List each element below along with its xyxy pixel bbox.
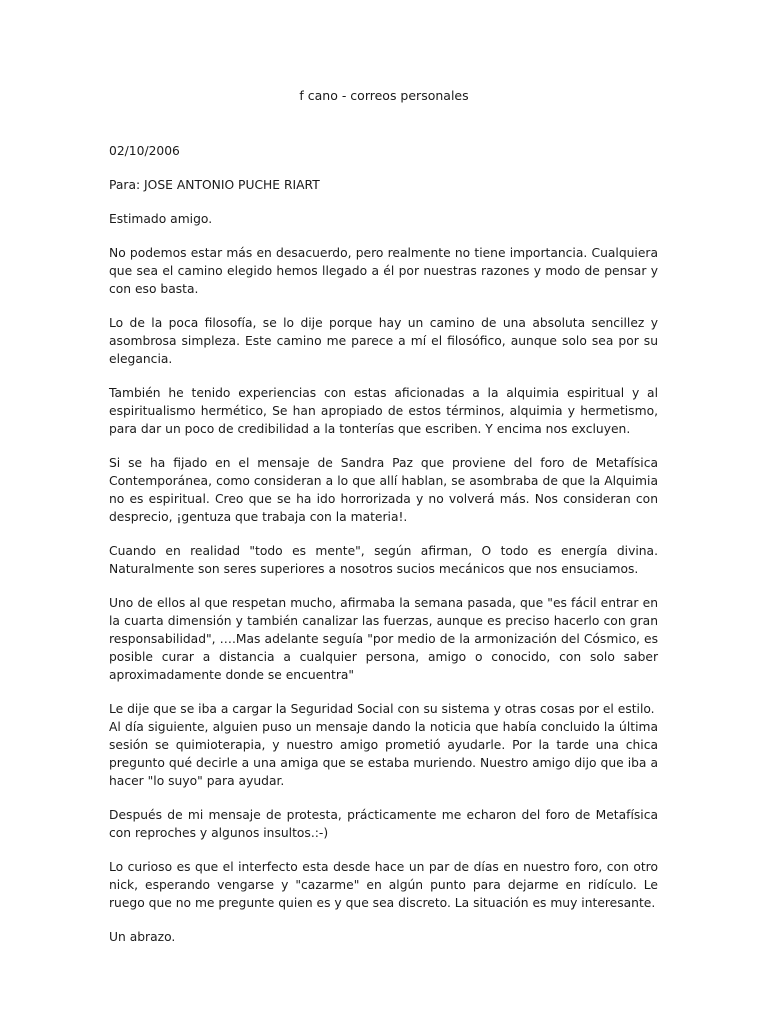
letter-body bbox=[109, 142, 658, 962]
paragraph: También he tenido experiencias con estas aficionadas a la alquimia espiritual y al espiritualismo hermético, Se han apropiado de estos términos, alquimia y hermetismo, para dar un poco de credibilidad a la tonterías que escriben. Y encima nos excluyen. bbox=[109, 386, 658, 436]
paragraph: Uno de ellos al que respetan mucho, afirmaba la semana pasada, que "es fácil entrar en la cuarta dimensión y también canalizar las fuerzas, aunque es preciso hacerlo con gran responsabilidad", ….Mas adelante seguía "por medio de la armonización del Cósmico, es posible curar a distancia a cualquier persona, amigo o conocido, con solo saber aproximadamente donde se encuentra" bbox=[109, 596, 658, 682]
paragraph: Lo curioso es que el interfecto esta desde hace un par de días en nuestro foro, con otro nick, esperando vengarse y "cazarme" en algún punto para dejarme en ridículo. Le ruego que no me pregunte quien es y que sea discreto. La situación es muy interesante. bbox=[109, 860, 658, 910]
paragraph: No podemos estar más en desacuerdo, pero realmente no tiene importancia. Cualquiera que sea el camino elegido hemos llegado a él por nuestras razones y modo de pensar y con eso basta. bbox=[109, 246, 658, 296]
paragraph: Lo de la poca filosofía, se lo dije porque hay un camino de una absoluta sencillez y asombrosa simpleza. Este camino me parece a mí el filosófico, aunque solo sea por su elegancia. bbox=[109, 316, 658, 366]
paragraph: Cuando en realidad "todo es mente", según afirman, O todo es energía divina. Naturalmente son seres superiores a nosotros sucios mecánicos que nos ensuciamos. bbox=[109, 544, 658, 576]
letter-date: 02/10/2006 bbox=[109, 144, 180, 158]
letter-greeting: Estimado amigo. bbox=[109, 212, 213, 226]
paragraph: Si se ha fijado en el mensaje de Sandra Paz que proviene del foro de Metafísica Contemporánea, como consideran a lo que allí hablan, se asombraba de que la Alquimia no es espiritual. Creo que se ha ido horrorizada y no volverá más. Nos consideran con desprecio, ¡gentuza que trabaja con la materia!. bbox=[109, 456, 658, 524]
paragraph: Después de mi mensaje de protesta, prácticamente me echaron del foro de Metafísica con reproches y algunos insultos.:-) bbox=[109, 808, 658, 840]
paragraph: Al día siguiente, alguien puso un mensaje dando la noticia que había concluido la última sesión se quimioterapia, y nuestro amigo prometió ayudarle. Por la tarde una chica pregunto qué decirle a una amiga que se estaba muriendo. Nuestro amigo dijo que iba a hacer "lo suyo" para ayudar. bbox=[109, 720, 658, 788]
letter-recipient: Para: JOSE ANTONIO PUCHE RIART bbox=[109, 178, 320, 192]
letter-closing: Un abrazo. bbox=[109, 930, 176, 944]
document-title: f cano - correos personales bbox=[299, 88, 469, 103]
paragraph: Le dije que se iba a cargar la Seguridad Social con su sistema y otras cosas por el estilo. bbox=[109, 702, 655, 716]
